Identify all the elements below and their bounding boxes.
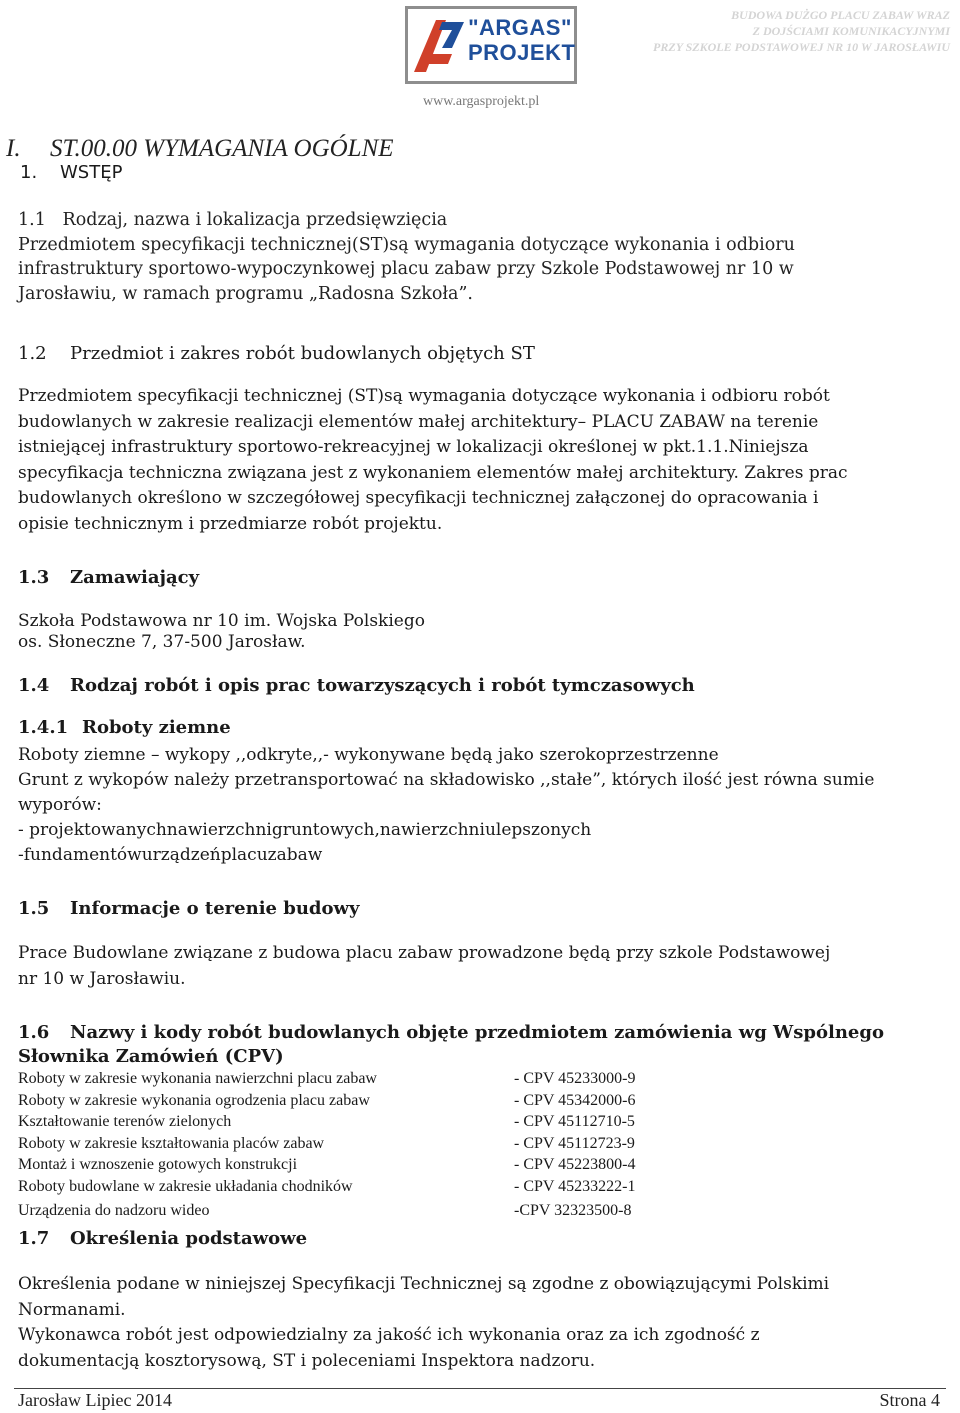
section-heading-text: Informacje o terenie budowy	[70, 898, 360, 919]
cpv-code: - CPV 45112723-9	[514, 1135, 635, 1152]
paragraph-line: - projektowanychnawierzchnigruntowych,nawierzchniulepszonych	[18, 820, 592, 840]
cpv-row	[18, 1070, 636, 1088]
paragraph-line: Roboty ziemne – wykopy ,,odkryte,,- wykonywane będą jako szerokoprzestrzenne	[18, 745, 719, 765]
cpv-code: - CPV 45342000-6	[514, 1092, 636, 1109]
section-1-3-body	[18, 611, 948, 653]
cpv-row	[18, 1202, 632, 1220]
section-1-4-1-body	[18, 743, 948, 868]
section-number: 1.6	[18, 1022, 50, 1043]
cpv-work-name: Roboty w zakresie wykonania ogrodzenia placu zabaw	[18, 1092, 370, 1109]
paragraph-line: Wykonawca robót jest odpowiedzialny za jakość ich wykonania oraz za ich zgodność z	[18, 1325, 760, 1345]
section-heading-text: Przedmiot i zakres robót budowlanych objętych ST	[70, 343, 535, 364]
chapter-number: I.	[6, 135, 21, 162]
paragraph-line: specyfikacja techniczna związana jest z wykonaniem elementów małej architektury. Zakres prac	[18, 462, 848, 483]
paragraph-line: -fundamentówurządzeńplacuzabaw	[18, 845, 323, 865]
intro-number: 1.	[20, 162, 38, 183]
footer-date: Jarosław Lipiec 2014	[18, 1390, 172, 1410]
cpv-row	[18, 1113, 635, 1131]
project-header	[653, 7, 950, 55]
section-number: 1.1	[18, 210, 46, 230]
section-1-5-heading	[18, 898, 359, 919]
section-heading-text: Rodzaj robót i opis prac towarzyszących i robót tymczasowych	[70, 675, 695, 696]
section-1-5-body	[18, 941, 948, 992]
cpv-work-name: Kształtowanie terenów zielonych	[18, 1113, 232, 1130]
cpv-row	[18, 1178, 636, 1196]
section-number: 1.7	[18, 1228, 50, 1249]
paragraph-line: dokumentacją kosztorysową, ST i poleceniami Inspektora nadzoru.	[18, 1350, 596, 1371]
section-1-1	[18, 208, 948, 306]
section-heading-text: Słownika Zamówień (CPV)	[18, 1046, 284, 1067]
project-header-line: BUDOWA DUŻGO PLACU ZABAW WRAZ	[731, 8, 950, 22]
section-number: 1.5	[18, 898, 50, 919]
section-number: 1.4	[18, 675, 50, 696]
paragraph-line: istniejącej infrastruktury sportowo-rekreacyjnej w lokalizacji określonej w pkt.1.1.Niniejsza	[18, 437, 809, 457]
chapter-title-text: ST.00.00 WYMAGANIA OGÓLNE	[50, 135, 394, 162]
paragraph-line: Grunt z wykopów należy przetransportować na składowisko ,,stałe”, których ilość jest równa sumie	[18, 770, 875, 790]
paragraph-line: Określenia podane w niniejszej Specyfikacji Technicznej są zgodne z obowiązującymi Polskimi	[18, 1274, 830, 1294]
logo-subname: PROJEKT	[468, 40, 576, 65]
cpv-row	[18, 1156, 636, 1174]
paragraph-line: nr 10 w Jarosławiu.	[18, 968, 186, 989]
paragraph-line: Przedmiotem specyfikacji technicznej(ST)są wymagania dotyczące wykonania i odbioru	[18, 234, 795, 255]
section-1-6-heading	[18, 1021, 884, 1069]
section-1-7-body	[18, 1272, 948, 1374]
section-heading-text: Zamawiający	[70, 567, 200, 588]
address-line: Szkoła Podstawowa nr 10 im. Wojska Polskiego	[18, 611, 425, 631]
section-1-2-body	[18, 384, 948, 537]
company-logo	[405, 6, 577, 84]
section-1-1-heading	[18, 208, 948, 233]
cpv-work-name: Roboty w zakresie wykonania nawierzchni placu zabaw	[18, 1070, 377, 1087]
paragraph-line: budowlanych w zakresie realizacji elementów małej architektury– PLACU ZABAW na terenie	[18, 411, 819, 432]
page-number: Strona 4	[879, 1390, 940, 1410]
section-1-3-heading	[18, 567, 199, 588]
paragraph-line: Prace Budowlane związane z budowa placu zabaw prowadzone będą przy szkole Podstawowej	[18, 943, 831, 963]
paragraph-line: budowlanych określono w szczegółowej specyfikacji technicznej załączonej do opracowania i	[18, 488, 819, 508]
paragraph-line: Przedmiotem specyfikacji technicznej (ST)są wymagania dotyczące wykonania i odbioru robót	[18, 386, 830, 406]
paragraph-line: Jarosławiu, w ramach programu „Radosna Szkoła”.	[18, 283, 473, 304]
section-heading-text: Nazwy i kody robót budowlanych objęte przedmiotem zamówienia wg Wspólnego	[70, 1022, 884, 1043]
cpv-code: - CPV 45223800-4	[514, 1156, 636, 1173]
cpv-code: - CPV 45233000-9	[514, 1070, 636, 1087]
cpv-code: - CPV 45112710-5	[514, 1113, 635, 1130]
project-header-line: PRZY SZKOLE PODSTAWOWEJ NR 10 W JAROSŁAWIU	[653, 40, 950, 54]
paragraph-line: infrastruktury sportowo-wypoczynkowej placu zabaw przy Szkole Podstawowej nr 10 w	[18, 259, 794, 279]
logo-name: "ARGAS"	[468, 15, 572, 40]
paragraph-line: Normanami.	[18, 1299, 126, 1320]
section-1-2-heading	[18, 343, 535, 364]
section-number: 1.4.1	[18, 717, 69, 738]
cpv-work-name: Roboty budowlane w zakresie układania chodników	[18, 1178, 353, 1195]
logo-mark-icon	[412, 14, 468, 76]
footer-divider	[14, 1388, 946, 1389]
cpv-work-name: Roboty w zakresie kształtowania placów zabaw	[18, 1135, 325, 1152]
section-heading-text: Rodzaj, nazwa i lokalizacja przedsięwzięcia	[62, 210, 448, 230]
paragraph-line: opisie technicznym i przedmiarze robót projektu.	[18, 513, 443, 534]
cpv-work-name: Urządzenia do nadzoru wideo	[18, 1202, 210, 1219]
project-header-line: Z DOJŚCIAMI KOMUNIKACYJNYMI	[752, 24, 950, 38]
section-1-4-1-heading	[18, 717, 231, 738]
cpv-work-name: Montaż i wznoszenie gotowych konstrukcji	[18, 1156, 298, 1173]
cpv-code: -CPV 32323500-8	[514, 1202, 632, 1219]
section-number: 1.3	[18, 567, 50, 588]
cpv-row	[18, 1135, 635, 1153]
cpv-row	[18, 1092, 636, 1110]
address-line: os. Słoneczne 7, 37-500 Jarosław.	[18, 632, 306, 652]
website-link[interactable]: www.argasprojekt.pl	[423, 94, 540, 109]
intro-heading	[20, 162, 122, 183]
section-1-4-heading	[18, 675, 695, 696]
section-1-7-heading	[18, 1228, 307, 1249]
intro-text: WSTĘP	[60, 162, 123, 183]
section-heading-text: Roboty ziemne	[82, 717, 231, 738]
section-heading-text: Określenia podstawowe	[70, 1228, 308, 1249]
chapter-title	[6, 135, 394, 163]
section-number: 1.2	[18, 343, 47, 364]
cpv-code: - CPV 45233222-1	[514, 1178, 636, 1195]
paragraph-line: wyporów:	[18, 795, 102, 815]
